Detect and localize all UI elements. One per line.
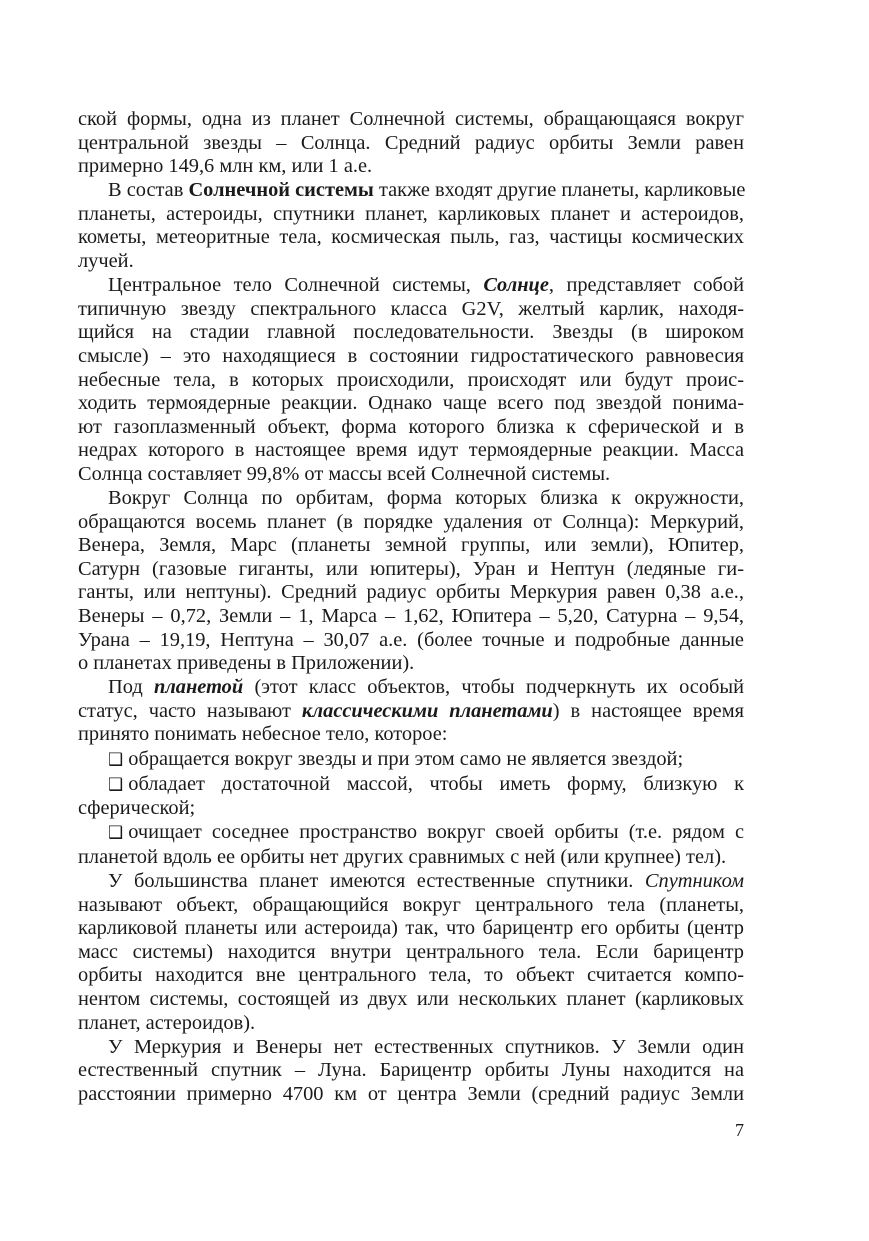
text-line: принято понимать небесное тело, которое: (78, 723, 448, 746)
checkbox-square-icon: ❑ (108, 823, 124, 844)
text-line: ходить термоядерные реакции. Однако чаще всего под звездой понима- (78, 392, 744, 415)
text-line: щийся на стадии главной последовательности. Звезды (в широком (78, 321, 744, 344)
term-solar-system: Солнечной системы (188, 179, 374, 202)
text-line: небесные тела, в которых происходили, происходят или будут проис- (78, 368, 744, 391)
text-line: о планетах приведены в Приложении). (78, 652, 415, 675)
term-satellite: Спутником (644, 870, 744, 892)
text-line: естественный спутник – Луна. Барицентр орбиты Луны находится на (78, 1059, 744, 1082)
text-line: Сатурн (газовые гиганты, или юпитеры), Уран и Нептун (ледяные ги- (78, 557, 744, 580)
text-line: Под планетой (этот класс объектов, чтобы подчеркнуть их особый (108, 676, 745, 699)
list-item: ❑ обращается вокруг звезды и при этом само не является звездой; (108, 747, 684, 770)
list-item: ❑ очищает соседнее пространство вокруг своей орбиты (т.е. рядом с (108, 821, 744, 844)
text-line: У большинства планет имеются естественные спутники. Спутником (108, 870, 744, 892)
text-line: типичную звезду спектрального класса G2V, желтый карлик, находя- (78, 297, 744, 320)
text-line: карликовой планеты или астероида) так, что барицентр его орбиты (центр (78, 917, 744, 940)
text-line: нентом системы, состоящей из двух или нескольких планет (карликовых (78, 987, 744, 1010)
text-line: Солнца составляет 99,8% от массы всей Солнечной системы. (78, 462, 611, 485)
text-line: Центральное тело Солнечной системы, Солнце, представляет собой (108, 274, 745, 297)
text-line: сферической; (78, 797, 196, 820)
text-line: Венеры – 0,72, Земли – 1, Марса – 1,62, Юпитера – 5,20, Сатурна – 9,54, (78, 604, 744, 627)
checkbox-square-icon: ❑ (108, 749, 124, 770)
text-line: планетой вдоль ее орбиты нет других сравнимых с ней (или крупнее) тел). (78, 845, 727, 868)
term-planet: планетой (153, 676, 244, 699)
text-line: ской формы, одна из планет Солнечной системы, обращающаяся вокруг (78, 108, 744, 130)
text-line: Урана – 19,19, Нептуна – 30,07 а.е. (более точные и подробные данные (78, 628, 744, 651)
text-line: расстоянии примерно 4700 км от центра Земли (средний радиус Земли (78, 1082, 744, 1105)
text-line: Вокруг Солнца по орбитам, форма которых близка к окружности, (108, 487, 744, 509)
term-sun: Солнце (483, 274, 549, 297)
page-number: 7 (735, 1120, 744, 1140)
text-line: смысле) – это находящиеся в состоянии гидростатического равновесия (78, 344, 744, 367)
text-line: недрах которого в настоящее время идут термоядерные реакции. Масса (78, 439, 744, 462)
text-line: центральной звезды – Солнца. Средний радиус орбиты Земли равен (78, 131, 744, 154)
text-line: примерно 149,6 млн км, или 1 а.е. (78, 155, 373, 178)
list-item: ❑ обладает достаточной массой, чтобы иметь форму, близкую к (108, 772, 744, 795)
text-line: У Меркурия и Венеры нет естественных спутников. У Земли один (108, 1035, 744, 1058)
body-text (78, 108, 744, 1106)
text-line: Венера, Земля, Марс (планеты земной группы, или земли), Юпитер, (78, 534, 744, 557)
text-line: В состав Солнечной системы также входят другие планеты, карликовые (108, 179, 746, 202)
text-line: планет, астероидов). (78, 1011, 256, 1034)
term-classical-planets: классическими планетами (301, 699, 553, 722)
text-line: ют газоплазменный объект, форма которого близка к сферической и в (78, 415, 744, 438)
text-line: ганты, или нептуны). Средний радиус орбиты Меркурия равен 0,38 а.е., (78, 581, 744, 604)
text-line: орбиты находится вне центрального тела, то объект считается компо- (78, 964, 744, 987)
text-line: лучей. (78, 250, 134, 273)
text-line: обращаются восемь планет (в порядке удаления от Солнца): Меркурий, (78, 510, 744, 533)
checkbox-square-icon: ❑ (108, 774, 124, 795)
text-line: статус, часто называют классическими планетами) в настоящее время (78, 699, 744, 722)
text-line: планеты, астероиды, спутники планет, карликовых планет и астероидов, (78, 202, 744, 225)
text-line: называют объект, обращающийся вокруг центрального тела (планеты, (78, 893, 744, 916)
text-line: кометы, метеоритные тела, космическая пыль, газ, частицы космических (78, 226, 744, 249)
text-line: масс системы) находится внутри центрального тела. Если барицентр (78, 940, 744, 963)
